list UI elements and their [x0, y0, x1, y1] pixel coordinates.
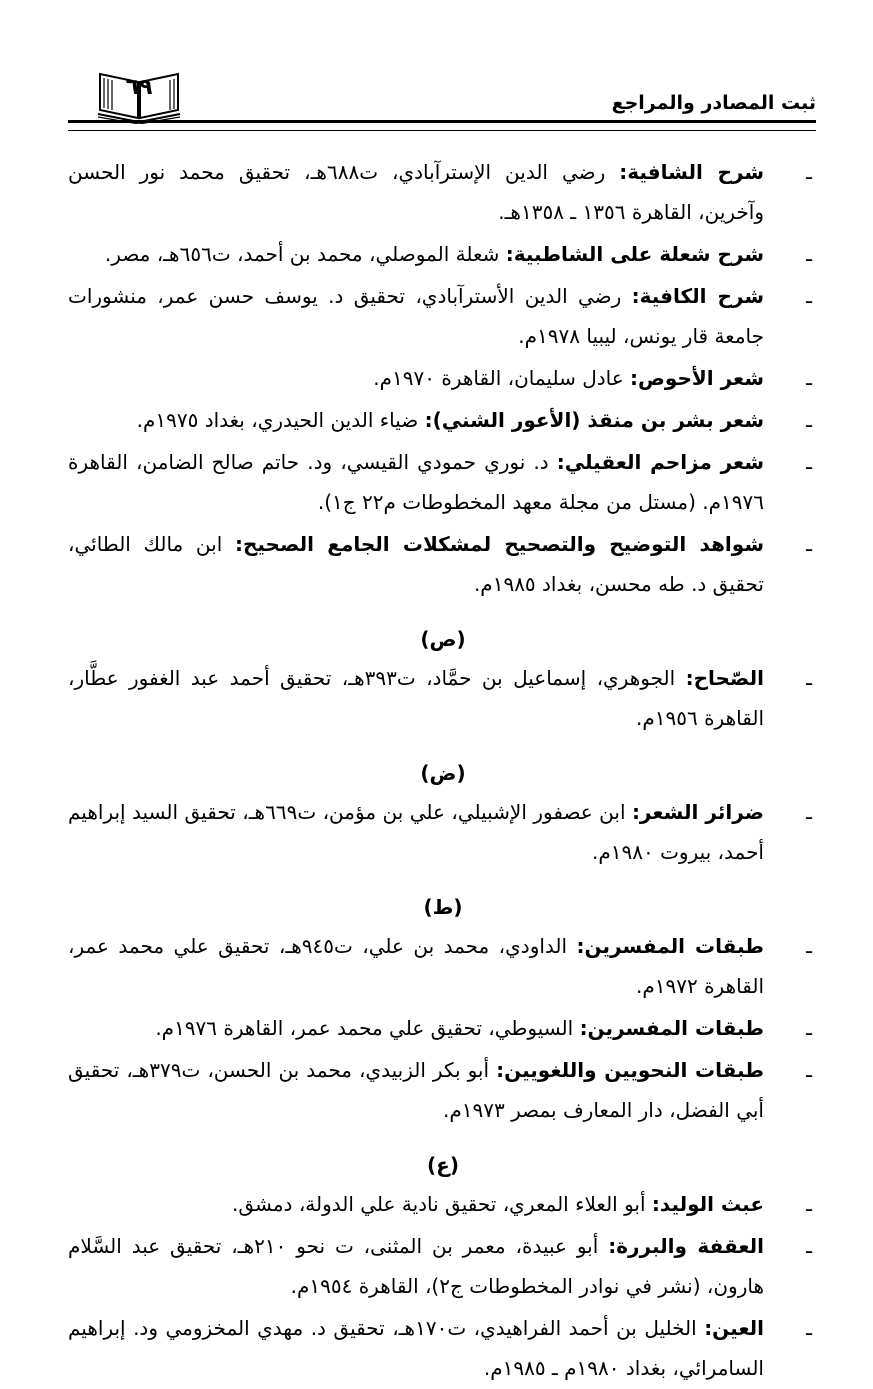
entry-text: ابن مالك الطائي، تحقيق د. طه محسن، بغداد ١٩٨٥م. [68, 532, 764, 596]
bibliography-entry [68, 400, 818, 440]
entry-bullet-dash: ـ [806, 1016, 812, 1040]
bibliography-entry [68, 276, 818, 356]
entry-bullet-dash: ـ [806, 1316, 812, 1340]
entry-title: شرح شعلة على الشاطبية: [505, 242, 764, 266]
section-heading-dad: (ض) [420, 761, 466, 785]
running-title: ثبت المصادر والمراجع [611, 92, 816, 114]
page-header [68, 62, 816, 132]
bibliography-entry [68, 792, 818, 872]
bibliography-entry [68, 1184, 818, 1224]
entry-title: شرح الكافية: [631, 284, 764, 308]
entry-text: الداودي، محمد بن علي، ت٩٤٥هـ، تحقيق علي محمد عمر، القاهرة ١٩٧٢م. [68, 934, 764, 998]
entry-bullet-dash: ـ [806, 532, 812, 556]
section-heading-ain: (ع) [427, 1153, 459, 1177]
entry-title: طبقات المفسرين: [576, 934, 765, 958]
entry-text: د. نوري حمودي القيسي، ود. حاتم صالح الضامن، القاهرة ١٩٧٦م. (مستل من مجلة معهد المخطوطات م٢٢ ج١). [68, 450, 764, 514]
bibliography-entry [68, 152, 818, 232]
entry-title: العقفة والبررة: [608, 1234, 764, 1258]
bibliography-entry [68, 234, 818, 274]
entry-text: أبو العلاء المعري، تحقيق نادية علي الدولة، دمشق. [231, 1192, 646, 1216]
entry-list [68, 1184, 818, 1388]
entry-text: رضي الدين الإسترآبادي، ت٦٨٨هـ، تحقيق محمد نور الحسن وآخرين، القاهرة ١٣٥٦ ـ ١٣٥٨هـ. [68, 160, 764, 224]
entry-bullet-dash: ـ [806, 450, 812, 474]
entry-title: العين: [704, 1316, 765, 1340]
entry-title: طبقات المفسرين: [579, 1016, 764, 1040]
entry-text: عادل سليمان، القاهرة ١٩٧٠م. [373, 366, 624, 390]
entry-bullet-dash: ـ [806, 666, 812, 690]
bibliography-entry [68, 658, 818, 738]
entry-text: ابن عصفور الإشبيلي، علي بن مؤمن، ت٦٦٩هـ، تحقيق السيد إبراهيم أحمد، بيروت ١٩٨٠م. [68, 800, 764, 864]
entry-text: أبو عبيدة، معمر بن المثنى، ت نحو ٢١٠هـ، تحقيق عبد السَّلام هارون، (نشر في نوادر المخطوطات ج٢)، القاهرة ١٩٥٤م. [68, 1234, 764, 1298]
entry-bullet-dash: ـ [806, 1058, 812, 1082]
entry-text: رضي الدين الأسترآبادي، تحقيق د. يوسف حسن عمر، منشورات جامعة قار يونس، ليبيا ١٩٧٨م. [68, 284, 764, 348]
bibliography-entry [68, 1226, 818, 1306]
bibliography-entry [68, 524, 818, 604]
entry-text: السيوطي، تحقيق علي محمد عمر، القاهرة ١٩٧٦م. [155, 1016, 574, 1040]
entry-title: شواهد التوضيح والتصحيح لمشكلات الجامع الصحيح: [234, 532, 764, 556]
entry-bullet-dash: ـ [806, 366, 812, 390]
entry-bullet-dash: ـ [806, 242, 812, 266]
entry-title: شعر بشر بن منقذ (الأعور الشني): [424, 408, 764, 432]
bibliography-entry [68, 1050, 818, 1130]
bibliography-entry [68, 926, 818, 1006]
entry-text: ضياء الدين الحيدري، بغداد ١٩٧٥م. [136, 408, 419, 432]
entry-text: الخليل بن أحمد الفراهيدي، ت١٧٠هـ، تحقيق د. مهدي المخزومي ود. إبراهيم السامرائي، بغداد ١٩٨٠م ـ ١٩٨٥م. [68, 1316, 764, 1380]
section-heading-ta: (ط) [423, 895, 463, 919]
entry-list [68, 792, 818, 872]
entry-text: شعلة الموصلي، محمد بن أحمد، ت٦٥٦هـ، مصر. [104, 242, 500, 266]
entry-title: شرح الشافية: [619, 160, 764, 184]
entry-title: شعر مزاحم العقيلي: [556, 450, 764, 474]
bibliography-entry [68, 1308, 818, 1388]
entry-list [68, 152, 818, 604]
entry-title: عبث الوليد: [651, 1192, 764, 1216]
entry-title: الصّحاح: [685, 666, 765, 690]
entry-bullet-dash: ـ [806, 1234, 812, 1258]
entry-list [68, 926, 818, 1130]
entry-title: شعر الأحوص: [630, 366, 764, 390]
page-number: ٦٩ [125, 75, 153, 100]
entry-bullet-dash: ـ [806, 1192, 812, 1216]
entry-title: ضرائر الشعر: [631, 800, 764, 824]
bibliography-entry [68, 358, 818, 398]
bibliography-entry [68, 1008, 818, 1048]
entry-bullet-dash: ـ [806, 800, 812, 824]
entry-bullet-dash: ـ [806, 284, 812, 308]
entry-text: الجوهري، إسماعيل بن حمَّاد، ت٣٩٣هـ، تحقيق أحمد عبد الغفور عطَّار، القاهرة ١٩٥٦م. [68, 666, 764, 730]
section-heading-sad: (ص) [420, 627, 466, 651]
bibliography-entry [68, 442, 818, 522]
entry-list [68, 658, 818, 738]
entry-bullet-dash: ـ [806, 934, 812, 958]
entry-text: أبو بكر الزبيدي، محمد بن الحسن، ت٣٧٩هـ، تحقيق أبي الفضل، دار المعارف بمصر ١٩٧٣م. [68, 1058, 764, 1122]
header-divider [68, 120, 816, 131]
entry-title: طبقات النحويين واللغويين: [496, 1058, 765, 1082]
bibliography-list [68, 152, 818, 1388]
entry-bullet-dash: ـ [806, 160, 812, 184]
entry-bullet-dash: ـ [806, 408, 812, 432]
